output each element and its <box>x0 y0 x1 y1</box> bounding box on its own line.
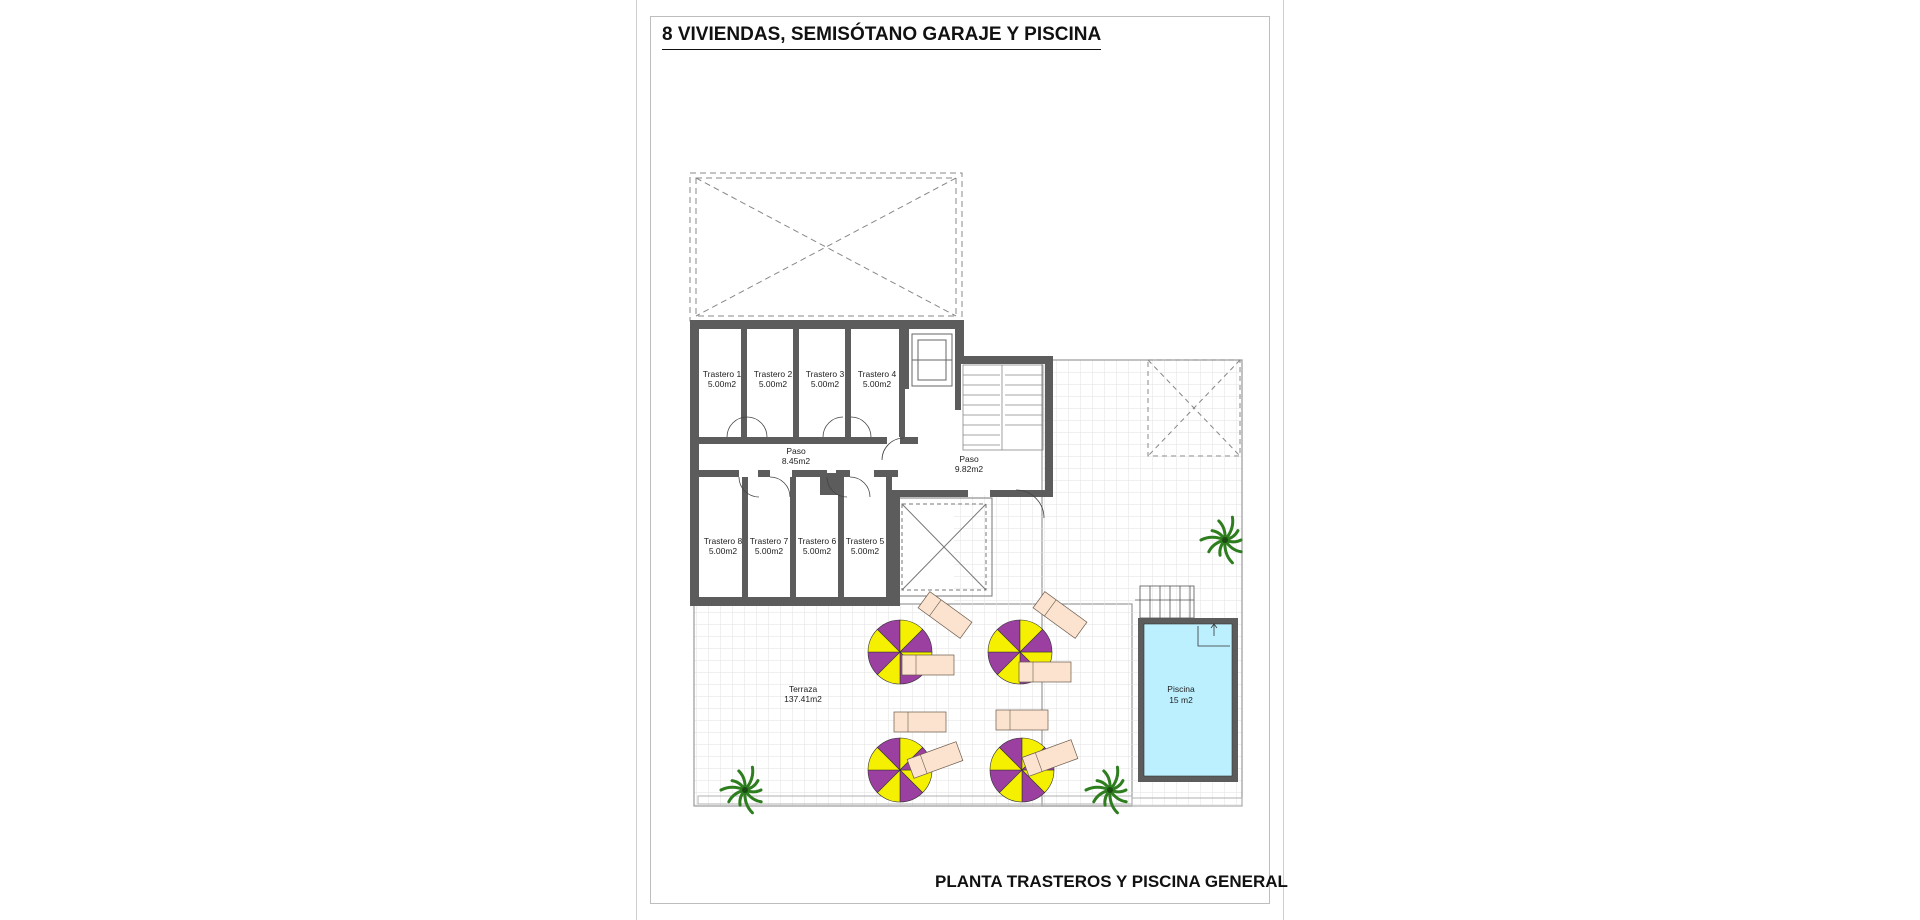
room-area-trastero-3: 5.00m2 <box>810 379 840 389</box>
room-area-trastero-4: 5.00m2 <box>862 379 892 389</box>
lounger-body <box>1019 662 1071 682</box>
room-area-paso-1: 8.45m2 <box>781 456 811 466</box>
plan-title: PLANTA TRASTEROS Y PISCINA GENERAL <box>935 872 1288 891</box>
document-title: 8 VIVIENDAS, SEMISÓTANO GARAJE Y PISCINA <box>662 24 1101 50</box>
room-area-terraza: 137.41m2 <box>784 694 822 704</box>
room-label-trastero-8: Trastero 8 <box>703 536 743 546</box>
lounger-6 <box>894 712 946 732</box>
room-label-trastero-6: Trastero 6 <box>797 536 837 546</box>
room-label-paso-2: Paso <box>959 454 979 464</box>
room-area-trastero-7: 5.00m2 <box>754 546 784 556</box>
lounger-body <box>902 655 954 675</box>
pergola-top <box>690 173 962 321</box>
lounger-4 <box>1019 662 1071 682</box>
lift-shaft <box>912 334 952 386</box>
room-label-terraza: Terraza <box>788 684 818 694</box>
stairs <box>963 365 1043 450</box>
room-label-piscina: Piscina <box>1167 684 1195 694</box>
room-label-trastero-5: Trastero 5 <box>845 536 885 546</box>
plant-center <box>1107 787 1113 793</box>
plant-center <box>1222 537 1228 543</box>
lounger-body <box>996 710 1048 730</box>
lounger-body <box>894 712 946 732</box>
room-label-paso-1: Paso <box>786 446 806 456</box>
room-area-trastero-6: 5.00m2 <box>802 546 832 556</box>
room-area-trastero-2: 5.00m2 <box>758 379 788 389</box>
room-label-trastero-1: Trastero 1 <box>702 369 742 379</box>
room-label-trastero-4: Trastero 4 <box>857 369 897 379</box>
room-area-trastero-5: 5.00m2 <box>850 546 880 556</box>
room-area-trastero-8: 5.00m2 <box>708 546 738 556</box>
lounger-2 <box>902 655 954 675</box>
room-label-trastero-7: Trastero 7 <box>749 536 789 546</box>
plant-center <box>742 787 748 793</box>
room-area-piscina: 15 m2 <box>1169 695 1193 705</box>
room-area-paso-2: 9.82m2 <box>954 464 984 474</box>
lounger-5 <box>996 710 1048 730</box>
room-label-trastero-2: Trastero 2 <box>753 369 793 379</box>
room-label-trastero-3: Trastero 3 <box>805 369 845 379</box>
room-area-trastero-1: 5.00m2 <box>707 379 737 389</box>
